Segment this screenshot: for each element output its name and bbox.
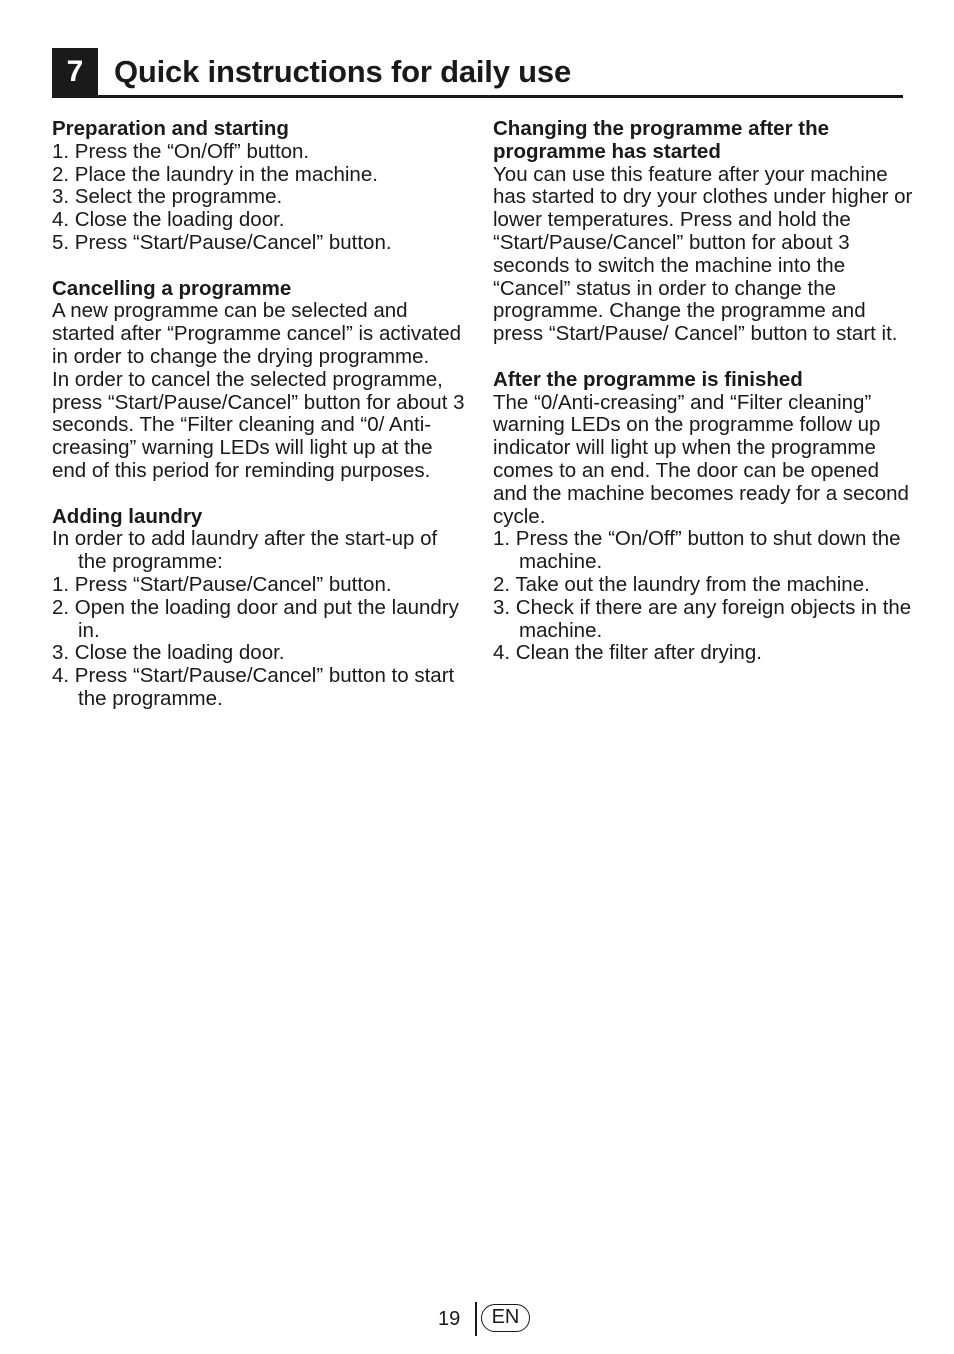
list-item: 1. Press the “On/Off” button to shut down the machine. bbox=[493, 527, 901, 574]
right-column bbox=[493, 118, 913, 688]
list-item: 4. Clean the filter after drying. bbox=[493, 641, 762, 665]
footer-divider bbox=[475, 1302, 477, 1336]
list-item: 5. Press “Start/Pause/Cancel” button. bbox=[52, 230, 392, 254]
section-title: Cancelling a programme bbox=[52, 276, 292, 300]
paragraph: In order to add laundry after the start-up of the programme: bbox=[52, 527, 438, 574]
paragraph: A new programme can be selected and started after “Programme cancel” is activated in order to change the drying programme. bbox=[52, 299, 462, 368]
section-adding-laundry bbox=[52, 506, 467, 711]
page-title: Quick instructions for daily use bbox=[114, 54, 571, 89]
chapter-header bbox=[52, 48, 903, 98]
list-item: 3. Close the loading door. bbox=[52, 641, 285, 665]
language-badge: EN bbox=[481, 1304, 530, 1332]
list-item: 2. Take out the laundry from the machine. bbox=[493, 572, 870, 596]
list-item: 1. Press “Start/Pause/Cancel” button. bbox=[52, 572, 392, 596]
paragraph: You can use this feature after your machine has started to dry your clothes under higher or lower temperatures. Press and hold the “Start/Pause/Cancel” button for about 3 seconds to switch the machine into the “Cancel” status in order to change the programme. Change the programme and press “Start/Pause/ Cancel” button to start it. bbox=[493, 162, 913, 346]
section-cancelling bbox=[52, 278, 467, 483]
list-item: 2. Open the loading door and put the laundry in. bbox=[52, 595, 459, 642]
list-item: 2. Place the laundry in the machine. bbox=[52, 162, 378, 186]
section-title: Adding laundry bbox=[52, 504, 203, 528]
chapter-number: 7 bbox=[52, 48, 98, 95]
list-item: 3. Select the programme. bbox=[52, 185, 283, 209]
section-title: After the programme is finished bbox=[493, 367, 803, 391]
section-title: Preparation and starting bbox=[52, 117, 289, 140]
paragraph: In order to cancel the selected programme, press “Start/Pause/Cancel” button for about 3 seconds. The “Filter cleaning and “0/ Anti-creasing” warning LEDs will light up at the end of this period for reminding purposes. bbox=[52, 367, 465, 482]
list-item: 4. Close the loading door. bbox=[52, 208, 285, 232]
page-footer bbox=[0, 1302, 954, 1336]
section-title: Changing the programme after the programme has started bbox=[493, 117, 830, 163]
section-preparation bbox=[52, 118, 467, 255]
page-number: 19 bbox=[438, 1308, 461, 1330]
section-changing-programme bbox=[493, 118, 913, 346]
list-item: 3. Check if there are any foreign objects in the machine. bbox=[493, 595, 912, 642]
left-column bbox=[52, 118, 467, 734]
list-item: 4. Press “Start/Pause/Cancel” button to start the programme. bbox=[52, 664, 455, 710]
list-item: 1. Press the “On/Off” button. bbox=[52, 139, 310, 163]
section-after-finished bbox=[493, 369, 913, 665]
paragraph: The “0/Anti-creasing” and “Filter cleaning” warning LEDs on the programme follow up indicator will light up when the programme comes to an end. The door can be opened and the machine becomes ready for a second cycle. bbox=[493, 390, 909, 528]
